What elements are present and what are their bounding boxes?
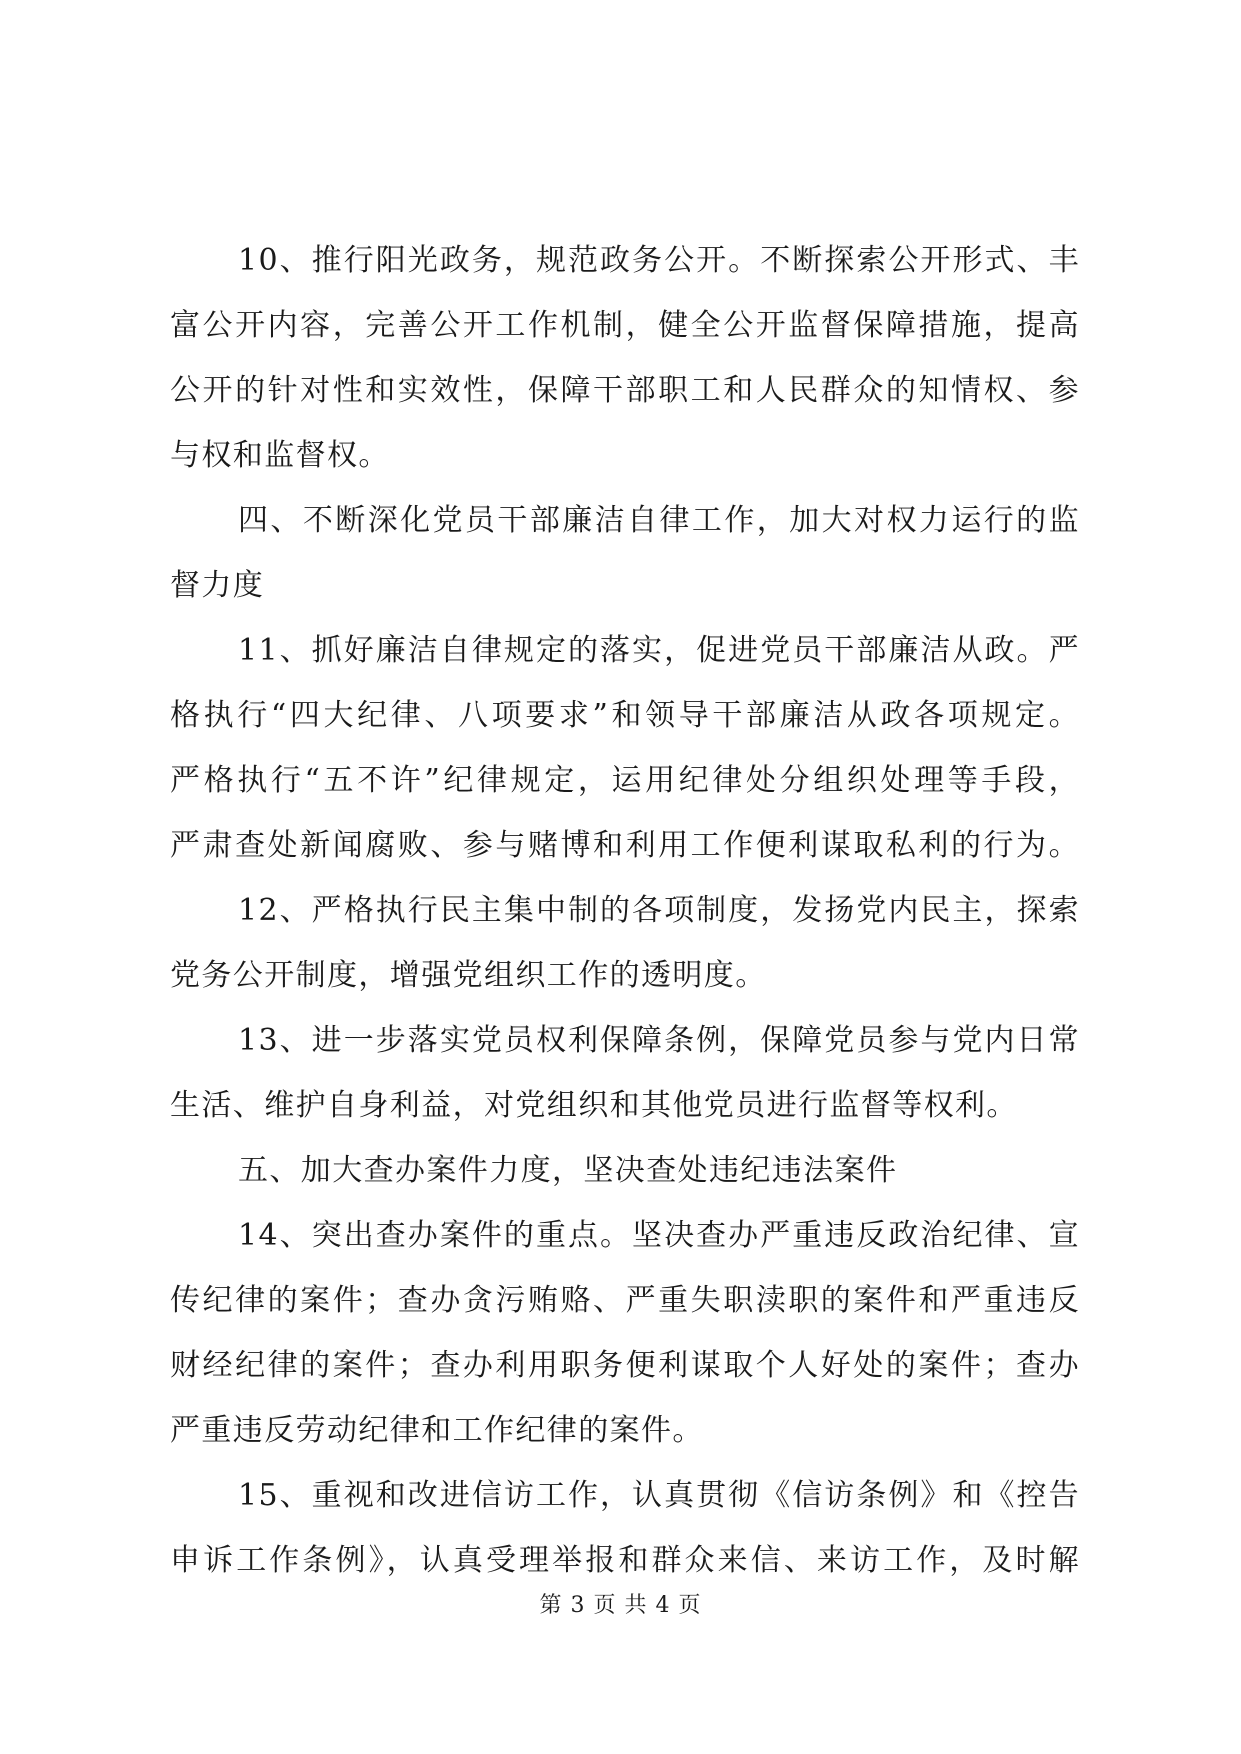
text-line: 11、抓好廉洁自律规定的落实，促进党员干部廉洁从政。严 (238, 633, 1080, 668)
text-line: 五、加大查办案件力度，坚决查处违纪违法案件 (238, 1153, 898, 1188)
text-line: 严格执行“五不许”纪律规定，运用纪律处分组织处理等手段， (170, 763, 1080, 798)
paragraph-15 (170, 1463, 1080, 1593)
text-line: 党务公开制度，增强党组织工作的透明度。 (170, 958, 767, 993)
text-line: 四、不断深化党员干部廉洁自律工作，加大对权力运行的监 (238, 503, 1080, 538)
text-line: 12、严格执行民主集中制的各项制度，发扬党内民主，探索 (238, 893, 1080, 928)
paragraph-10 (170, 228, 1080, 488)
paragraph-12 (170, 878, 1080, 1008)
text-line: 严重违反劳动纪律和工作纪律的案件。 (170, 1413, 704, 1448)
text-line: 富公开内容，完善公开工作机制，健全公开监督保障措施，提高 (170, 308, 1080, 343)
text-line: 15、重视和改进信访工作，认真贯彻《信访条例》和《控告 (238, 1478, 1080, 1513)
text-line: 公开的针对性和实效性，保障干部职工和人民群众的知情权、参 (170, 373, 1080, 408)
text-line: 申诉工作条例》，认真受理举报和群众来信、来访工作，及时解 (170, 1543, 1080, 1578)
text-line: 生活、维护自身利益，对党组织和其他党员进行监督等权利。 (170, 1088, 1018, 1123)
page-number-footer: 第 3 页 共 4 页 (539, 1593, 702, 1618)
paragraph-13 (170, 1008, 1080, 1138)
text-line: 严肃查处新闻腐败、参与赌博和利用工作便利谋取私利的行为。 (170, 828, 1080, 863)
text-line: 10、推行阳光政务，规范政务公开。不断探索公开形式、丰 (238, 243, 1080, 278)
text-line: 财经纪律的案件；查办利用职务便利谋取个人好处的案件；查办 (170, 1348, 1080, 1383)
text-line: 14、突出查办案件的重点。坚决查办严重违反政治纪律、宣 (238, 1218, 1080, 1253)
text-line: 督力度 (170, 568, 265, 603)
paragraph-14 (170, 1203, 1080, 1463)
section-heading-5 (170, 1138, 1080, 1203)
text-line: 13、进一步落实党员权利保障条例，保障党员参与党内日常 (238, 1023, 1080, 1058)
section-heading-4 (170, 488, 1080, 618)
paragraph-11 (170, 618, 1080, 878)
text-line: 与权和监督权。 (170, 438, 390, 473)
text-line: 传纪律的案件；查办贪污贿赂、严重失职渎职的案件和严重违反 (170, 1283, 1080, 1318)
text-line: 格执行“四大纪律、八项要求”和领导干部廉洁从政各项规定。 (170, 698, 1080, 733)
document-body (170, 228, 1080, 1593)
